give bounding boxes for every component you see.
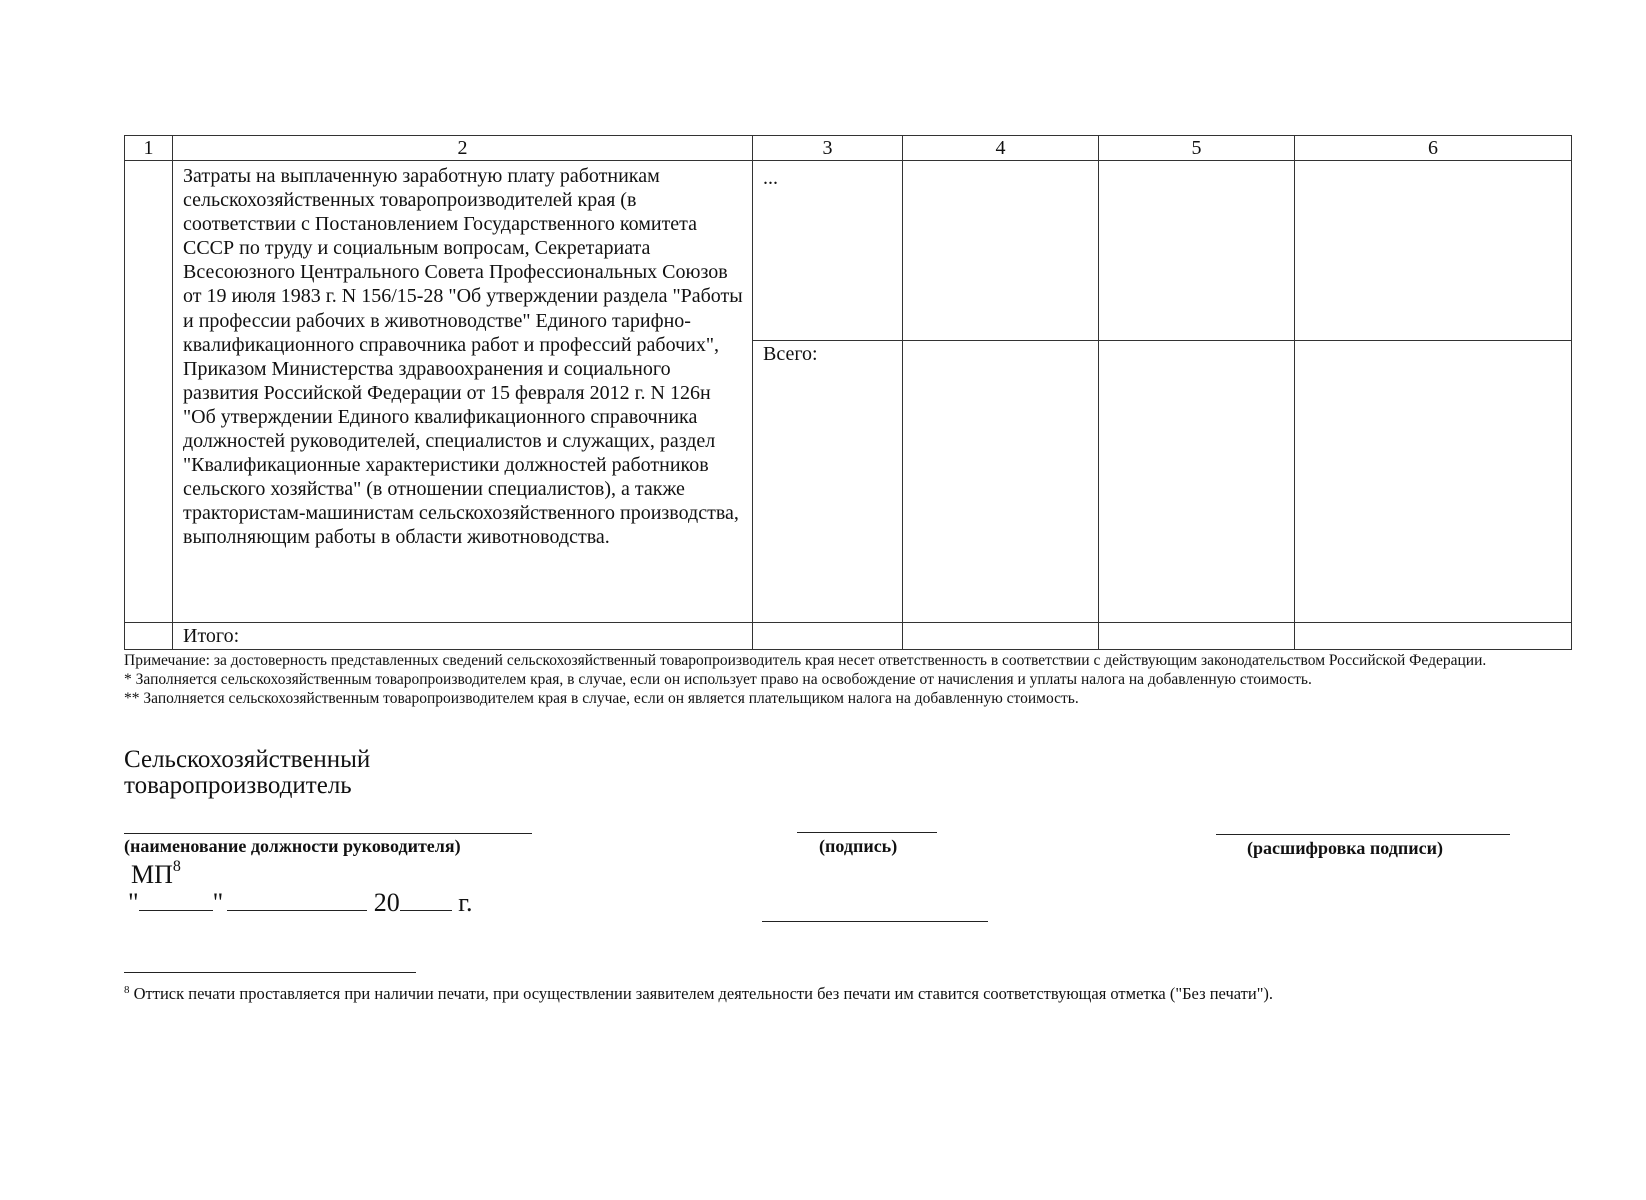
ellipsis-cell: ... <box>753 161 902 341</box>
position-line <box>124 833 532 834</box>
date-year-prefix: 20 <box>373 888 400 917</box>
position-caption: (наименование должности руководителя) <box>124 836 461 856</box>
row-values-cell <box>753 161 903 623</box>
note-star1: * Заполняется сельскохозяйственным товаропроизводителем края, в случае, если он использует право на освобождение от начисления и уплаты налога на добавленную стоимость. <box>124 671 1312 688</box>
column-header: 5 <box>1099 136 1295 161</box>
signature-line <box>797 832 937 833</box>
date-row <box>128 888 472 918</box>
row-description: Затраты на выплаченную заработную плату работникам сельскохозяйственных товаропроизводителей края (в соответствии с Постановлением Государственного комитета СССР по труду и социальным вопросам, Секретариата Всесоюзного Центрального Совета Профессиональных Союзов от 19 июля 1983 г. N 156/15-28 "Об утверждении раздела "Работы и профессии рабочих в животноводстве" Единого тарифно-квалификационного справочника работ и профессий рабочих", Приказом Министерства здравоохранения и социального развития Российской Федерации от 15 февраля 2012 г. N 126н "Об утверждении Единого квалификационного справочника должностей руководителей, специалистов и служащих, раздел "Квалификационные характеристики должностей работников сельского хозяйства" (в отношении специалистов), а также трактористам-машинистам сельскохозяйственного производства, выполняющим работы в области животноводства. <box>173 161 753 623</box>
producer-heading <box>124 747 370 799</box>
date-year-suffix: г. <box>458 888 473 917</box>
value-cell <box>1295 161 1572 623</box>
decode-line <box>1216 834 1510 835</box>
date-quote-close: " <box>212 888 224 917</box>
footnote-separator <box>124 972 416 973</box>
date-quote-open: " <box>128 888 139 917</box>
date-month-blank <box>227 888 367 911</box>
producer-line2: товаропроизводитель <box>124 772 352 799</box>
table-header-row <box>125 136 1572 161</box>
date-year-blank <box>400 888 452 911</box>
total-label: Итого: <box>173 623 753 650</box>
column-header: 2 <box>173 136 753 161</box>
subtotal-label: Всего: <box>763 343 818 365</box>
total-cell <box>753 623 903 650</box>
row-number-cell <box>125 161 173 623</box>
notes-block <box>124 651 1571 708</box>
table-row <box>125 161 1572 623</box>
footnote-mark: 8 <box>124 984 130 996</box>
total-cell <box>903 623 1099 650</box>
total-cell <box>1099 623 1295 650</box>
column-header: 6 <box>1295 136 1572 161</box>
costs-table <box>124 135 1572 650</box>
footnote <box>124 984 1273 1004</box>
value-cell <box>1099 161 1295 623</box>
decode-caption: (расшифровка подписи) <box>1247 838 1443 858</box>
sign-caption: (подпись) <box>819 836 898 856</box>
value-cell <box>903 161 1099 623</box>
column-header: 4 <box>903 136 1099 161</box>
producer-line1: Сельскохозяйственный <box>124 746 371 773</box>
mp-label: МП <box>131 860 173 889</box>
column-header: 1 <box>125 136 173 161</box>
footnote-text: Оттиск печати проставляется при наличии печати, при осуществлении заявителем деятельности без печати им ставится соответствующая отметка ("Без печати"). <box>129 984 1274 1003</box>
date-day-blank <box>139 888 213 911</box>
date-signature-line <box>762 921 988 922</box>
column-header: 3 <box>753 136 903 161</box>
total-row <box>125 623 1572 650</box>
stamp-place <box>131 858 181 890</box>
note-star2: ** Заполняется сельскохозяйственным товаропроизводителем края в случае, если он является плательщиком налога на добавленную стоимость. <box>124 690 1079 707</box>
mp-footnote-mark: 8 <box>172 858 181 875</box>
total-cell <box>1295 623 1572 650</box>
total-number-cell <box>125 623 173 650</box>
note-primary: Примечание: за достоверность представленных сведений сельскохозяйственный товаропроизводитель края несет ответственность в соответствии с действующим законодательством Российской Федерации. <box>124 652 1487 669</box>
